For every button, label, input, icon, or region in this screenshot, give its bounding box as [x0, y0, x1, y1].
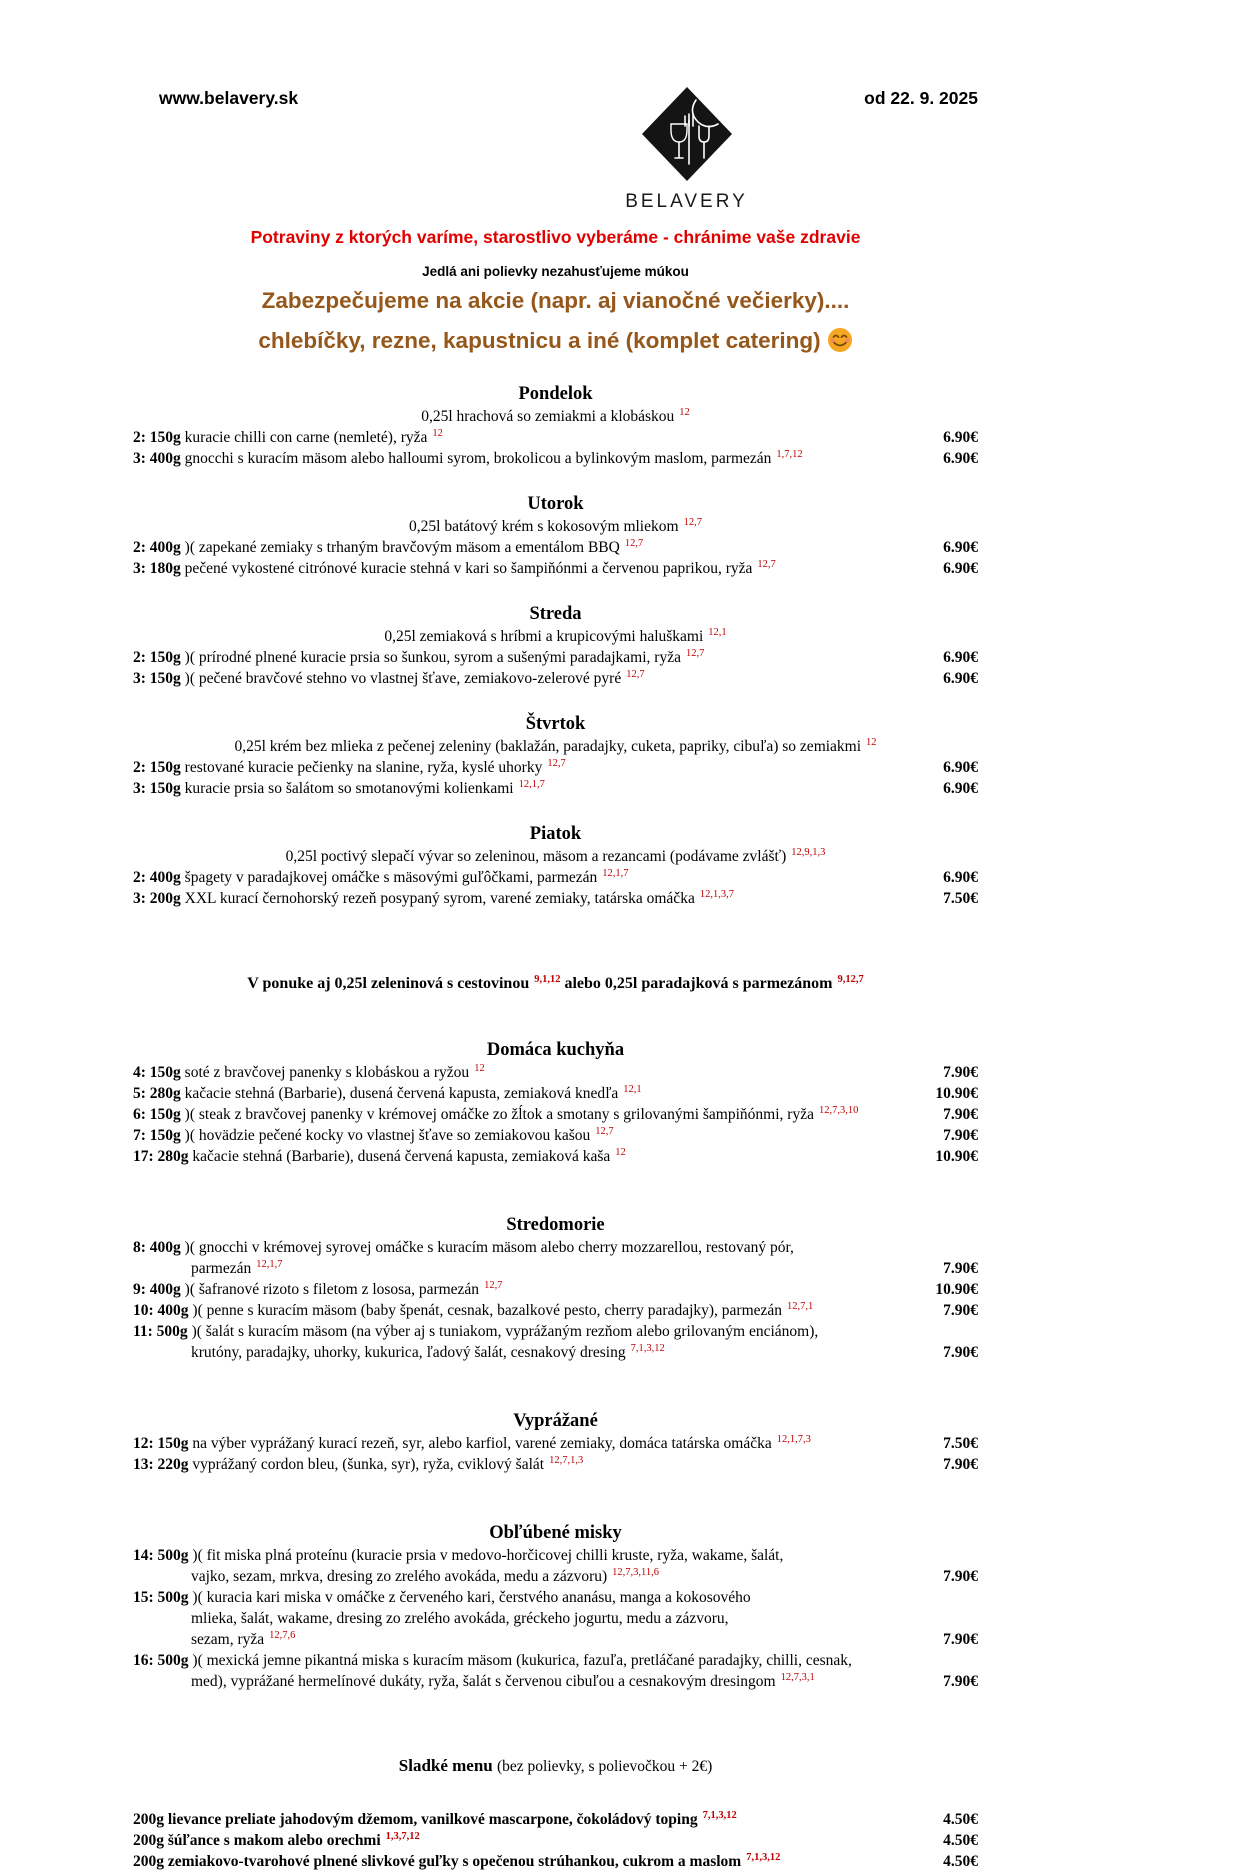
main-sections [133, 1038, 978, 1692]
menu-section-domaca-kuchyna [133, 1038, 978, 1167]
menu-item-line: 7: 150g )( hovädzie pečené kocky vo vlastnej šťave so zemiakovou kašou $^{12,7}$ [133, 1125, 614, 1144]
item-price: 7.90€ [943, 1302, 978, 1319]
item-price: 7.90€ [943, 1106, 978, 1123]
menu-section-oblubene-misky [133, 1521, 978, 1692]
allergen-codes: 9,12,7 [837, 973, 864, 985]
item-number-qty: 16: 500g [133, 1652, 193, 1669]
menu-section-streda [133, 602, 978, 689]
menu-item-text [133, 647, 904, 668]
extra-soups-note: V ponuke aj 0,25l zeleninová s cestovinou $^{9,1,12}$ alebo 0,25l paradajková s parmezánom $^{9,12,7}$ [247, 973, 864, 992]
item-number-qty: 5: 280g [133, 1085, 185, 1102]
section-title: Štvrtok [525, 714, 586, 734]
allergen-codes: 12,7,3,11,6 [612, 1566, 660, 1578]
menu-section-piatok [133, 822, 978, 909]
item-price: 7.50€ [943, 890, 978, 907]
menu-page [133, 0, 978, 1872]
allergen-codes: 12,1 [623, 1083, 642, 1095]
section-subtitle: (bez polievky, s polievočkou + 2€) [497, 1758, 713, 1775]
menu-item-line: 2: 400g )( zapekané zemiaky s trhaným bravčovým mäsom a ementálom BBQ $^{12,7}$ [133, 537, 644, 556]
item-price: 7.90€ [943, 1673, 978, 1690]
menu-section-vyprazane [133, 1409, 978, 1475]
allergen-codes: 12,7,3,10 [818, 1104, 859, 1116]
soup-line: 0,25l poctivý slepačí vývar so zeleninou, mäsom a rezancami (podávame zvlášť) $^{12,9,1,3}$ [285, 846, 826, 865]
allergen-codes: 12,7 [595, 1125, 614, 1137]
allergen-codes: 12 [866, 736, 877, 748]
item-number-qty: 2: 400g [133, 539, 185, 556]
item-number-qty: 9: 400g [133, 1281, 185, 1298]
item-number-qty: 200g [133, 1811, 168, 1828]
menu-item-text [133, 1830, 904, 1851]
item-price: 10.90€ [935, 1085, 978, 1102]
menu-item [133, 1125, 978, 1146]
item-number-qty: 8: 400g [133, 1239, 185, 1256]
allergen-codes: 12 [679, 406, 690, 418]
menu-item-line: vajko, sezam, mrkva, dresing zo zrelého avokáda, medu a zázvoru) $^{12,7,3,11,6}$ [191, 1566, 660, 1585]
item-price: 6.90€ [943, 649, 978, 666]
item-number-qty: 3: 150g [133, 670, 185, 687]
menu-item-text [133, 867, 904, 888]
menu-item-text [133, 668, 904, 689]
menu-item-line: 9: 400g )( šafranové rizoto s filetom z lososa, parmezán $^{12,7}$ [133, 1279, 503, 1298]
no-flour-note: Jedlá ani polievky nezahusťujeme múkou [422, 264, 689, 279]
menu-item-line: 3: 400g gnocchi s kuracím mäsom alebo halloumi syrom, brokolicou a bylinkovým maslom, parmezán $^{1,7,12}$ [133, 448, 803, 467]
item-number-qty: 17: 280g [133, 1148, 193, 1165]
allergen-codes: 12,7,1 [787, 1300, 814, 1312]
allergen-codes: 12,1,7 [256, 1258, 283, 1270]
menu-item [133, 1062, 978, 1083]
allergen-codes: 12,7 [547, 757, 566, 769]
menu-item-text [133, 537, 904, 558]
section-title: Obľúbené misky [489, 1523, 622, 1543]
item-number-qty: 3: 200g [133, 890, 185, 907]
menu-item-line: 2: 150g restované kuracie pečienky na slanine, ryža, kyslé uhorky $^{12,7}$ [133, 757, 566, 776]
menu-section-pondelok [133, 382, 978, 469]
menu-item-text [133, 1146, 904, 1167]
item-price: 10.90€ [935, 1281, 978, 1298]
menu-item-line: parmezán $^{12,1,7}$ [191, 1258, 283, 1277]
allergen-codes: 12,7,3,1 [780, 1671, 815, 1683]
item-price: 6.90€ [943, 780, 978, 797]
menu-item-line: mlieka, šalát, wakame, dresing zo zrelého avokáda, gréckeho jogurtu, medu a zázvoru, [191, 1610, 729, 1627]
soup-line: 0,25l krém bez mlieka z pečenej zeleniny (baklažán, paradajky, cuketa, papriky, cibuľa) so zemiakmi $^{12}$ [234, 736, 877, 755]
item-number-qty: 15: 500g [133, 1589, 193, 1606]
item-price: 6.90€ [943, 450, 978, 467]
menu-item-line: 17: 280g kačacie stehná (Barbarie), dusená červená kapusta, zemiaková kaša $^{12}$ [133, 1146, 626, 1165]
menu-item-text [133, 1545, 904, 1587]
menu-item-line: 15: 500g )( kuracia kari miska v omáčke z červeného kari, čerstvého ananásu, manga a kokosového [133, 1589, 751, 1606]
allergen-codes: 12,7,1,3 [549, 1454, 584, 1466]
menu-section-stvrtok [133, 712, 978, 799]
menu-item-line: 3: 200g XXL kurací černohorský rezeň posypaný syrom, varené zemiaky, tatárska omáčka $^{12,1,3,7}$ [133, 888, 734, 907]
item-number-qty: 2: 150g [133, 429, 185, 446]
allergen-codes: 9,1,12 [534, 973, 561, 985]
menu-item [133, 1146, 978, 1167]
item-price: 6.90€ [943, 429, 978, 446]
allergen-codes: 7,1,3,12 [702, 1809, 737, 1821]
allergen-codes: 12 [615, 1146, 626, 1158]
item-price: 7.90€ [943, 1127, 978, 1144]
menu-item [133, 1237, 978, 1279]
menu-item [133, 668, 978, 689]
item-number-qty: 10: 400g [133, 1302, 193, 1319]
item-price: 4.50€ [943, 1853, 978, 1870]
item-number-qty: 11: 500g [133, 1323, 192, 1340]
menu-item-text [133, 1125, 904, 1146]
allergen-codes: 12,1,7 [602, 867, 629, 879]
brand-name: BELAVERY [625, 191, 748, 212]
item-number-qty: 2: 150g [133, 649, 185, 666]
menu-item [133, 1104, 978, 1125]
menu-item-text [133, 1809, 904, 1830]
allergen-codes: 7,1,3,12 [746, 1851, 781, 1863]
menu-item [133, 867, 978, 888]
allergen-codes: 12,7 [624, 537, 644, 549]
menu-item [133, 537, 978, 558]
menu-item-line: 200g zemiakovo-tvarohové plnené slivkové guľky s opečenou strúhankou, cukrom a maslom $^{7,1,3,12}$ [133, 1851, 781, 1870]
menu-item-text [133, 888, 904, 909]
menu-item-text [133, 1062, 904, 1083]
soup-line: 0,25l hrachová so zemiakmi a klobáskou $^{12}$ [421, 406, 690, 425]
menu-item-line: 6: 150g )( steak z bravčovej panenky v krémovej omáčke zo žĺtok a smotany s grilovanými šampiňónmi, ryža $^{12,7,3,10}$ [133, 1104, 859, 1123]
menu-item-text [133, 1321, 904, 1363]
allergen-codes: 12,7,6 [269, 1629, 296, 1641]
allergen-codes: 12,1,7 [518, 778, 545, 790]
menu-section-utorok [133, 492, 978, 579]
item-number-qty: 3: 400g [133, 450, 185, 467]
week-sections [133, 382, 978, 909]
item-number-qty: 7: 150g [133, 1127, 185, 1144]
menu-item-text [133, 1300, 904, 1321]
menu-item-text [133, 757, 904, 778]
menu-item-line: 10: 400g )( penne s kuracím mäsom (baby špenát, cesnak, bazalkové pesto, cherry paradajky), parmezán $^{12,7,1}$ [133, 1300, 814, 1319]
menu-item [133, 558, 978, 579]
allergen-codes: 12 [432, 427, 443, 439]
section-title: Sladké menu (bez polievky, s polievočkou + 2€) [398, 1756, 713, 1775]
menu-item [133, 647, 978, 668]
item-price: 7.90€ [943, 1568, 978, 1585]
menu-item-text [133, 427, 904, 448]
item-number-qty: 14: 500g [133, 1547, 193, 1564]
menu-item-line: krutóny, paradajky, uhorky, kukurica, ľadový šalát, cesnakový dresing $^{7,1,3,12}$ [191, 1342, 665, 1361]
menu-item-line: 13: 220g vyprážaný cordon bleu, (šunka, syr), ryža, cviklový šalát $^{12,7,1,3}$ [133, 1454, 584, 1473]
menu-item [133, 1279, 978, 1300]
allergen-codes: 12,7 [484, 1279, 503, 1291]
soup-line: 0,25l batátový krém s kokosovým mliekom $^{12,7}$ [409, 516, 702, 535]
dessert-section [133, 1754, 978, 1872]
section-title: Piatok [529, 824, 582, 844]
menu-item-line: 200g lievance preliate jahodovým džemom, vanilkové mascarpone, čokoládový toping $^{7,1,3,12}$ [133, 1809, 737, 1828]
menu-item-text [133, 1433, 904, 1454]
section-title: Domáca kuchyňa [486, 1040, 625, 1060]
allergen-codes: 12,7 [757, 558, 776, 570]
soup-line: 0,25l zemiaková s hríbmi a krupicovými haluškami $^{12,1}$ [384, 626, 727, 645]
menu-item-text [133, 1454, 904, 1475]
menu-item-text [133, 1851, 904, 1872]
menu-item-text [133, 1279, 904, 1300]
section-title: Vyprážané [513, 1411, 598, 1431]
item-number-qty: 200g [133, 1853, 168, 1870]
health-tagline: Potraviny z ktorých varíme, starostlivo vyberáme - chránime vaše zdravie [250, 227, 861, 247]
menu-item-line: 200g šúľance s makom alebo orechmi $^{1,3,7,12}$ [133, 1830, 420, 1849]
page-header [133, 88, 978, 109]
menu-section-stredomorie [133, 1213, 978, 1363]
menu-item-line: 8: 400g )( gnocchi v krémovej syrovej omáčke s kuracím mäsom alebo cherry mozzarellou, restovaný pór, [133, 1239, 794, 1256]
section-title: Pondelok [518, 384, 593, 404]
menu-item-text [133, 448, 904, 469]
menu-item-text [133, 558, 904, 579]
menu-item [133, 1650, 978, 1692]
menu-item-line: 3: 180g pečené vykostené citrónové kuracie stehná v kari so šampiňónmi a červenou paprikou, ryža $^{12,7}$ [133, 558, 776, 577]
item-price: 7.90€ [943, 1064, 978, 1081]
item-price: 7.90€ [943, 1631, 978, 1648]
item-price: 6.90€ [943, 869, 978, 886]
section-title: Utorok [527, 494, 584, 514]
item-number-qty: 2: 150g [133, 759, 185, 776]
catering-promo-line2: chlebíčky, rezne, kapustnicu a iné (komplet catering) [133, 321, 978, 366]
item-price: 7.90€ [943, 1344, 978, 1361]
menu-item-line: 5: 280g kačacie stehná (Barbarie), dusená červená kapusta, zemiaková knedľa $^{12,1}$ [133, 1083, 642, 1102]
item-number-qty: 13: 220g [133, 1456, 193, 1473]
menu-item-line: 3: 150g kuracie prsia so šalátom so smotanovými kolienkami $^{12,1,7}$ [133, 778, 545, 797]
menu-item-line: med), vyprážané hermelínové dukáty, ryža, šalát s červenou cibuľou a cesnakovým dresingom $^{12,7,3,1}$ [191, 1671, 815, 1690]
catering-promo-line1: Zabezpečujeme na akcie (napr. aj vianočné večierky).... [261, 288, 850, 313]
menu-item-line: sezam, ryža $^{12,7,6}$ [191, 1629, 296, 1648]
menu-item-line: 2: 150g kuracie chilli con carne (nemleté), ryža $^{12}$ [133, 427, 443, 446]
menu-body [133, 382, 978, 1872]
menu-section-sladke-menu [133, 1754, 978, 1872]
allergen-codes: 12,1,7,3 [776, 1433, 811, 1445]
item-price: 6.90€ [943, 539, 978, 556]
item-number-qty: 2: 400g [133, 869, 185, 886]
menu-item [133, 1545, 978, 1587]
menu-item-line: 16: 500g )( mexická jemne pikantná miska s kuracím mäsom (kukurica, fazuľa, pretláčané paradajky, chilli, cesnak, [133, 1652, 852, 1669]
item-price: 6.90€ [943, 759, 978, 776]
menu-item [133, 1587, 978, 1650]
catering-promo [133, 281, 978, 366]
allergen-codes: 1,7,12 [776, 448, 803, 460]
allergen-codes: 1,3,7,12 [385, 1830, 420, 1842]
menu-item-text [133, 1650, 904, 1692]
item-price: 7.90€ [943, 1260, 978, 1277]
smiling-face-icon [827, 333, 853, 358]
menu-item [133, 427, 978, 448]
allergen-codes: 7,1,3,12 [630, 1342, 665, 1354]
menu-item-line: 11: 500g )( šalát s kuracím mäsom (na výber aj s tuniakom, vyprážaným rezňom alebo grilovaným enciánom), [133, 1323, 819, 1340]
allergen-codes: 12,1 [708, 626, 727, 638]
item-number-qty: 200g [133, 1832, 168, 1849]
menu-item-line: 14: 500g )( fit miska plná proteínu (kuracie prsia v medovo-horčicovej chilli kruste, ryža, wakame, šalát, [133, 1547, 784, 1564]
allergen-codes: 12,7 [683, 516, 702, 528]
item-price: 10.90€ [935, 1148, 978, 1165]
menu-item [133, 888, 978, 909]
menu-item [133, 1851, 978, 1872]
menu-item-text [133, 1083, 904, 1104]
allergen-codes: 12,9,1,3 [791, 846, 826, 858]
menu-item [133, 1083, 978, 1104]
section-title: Stredomorie [506, 1215, 605, 1235]
item-price: 7.90€ [943, 1456, 978, 1473]
menu-item [133, 1300, 978, 1321]
menu-item [133, 778, 978, 799]
menu-item [133, 1433, 978, 1454]
allergen-codes: 12,7 [626, 668, 645, 680]
item-price: 7.50€ [943, 1435, 978, 1452]
valid-from-date: od 22. 9. 2025 [864, 88, 978, 108]
item-number-qty: 3: 180g [133, 560, 185, 577]
allergen-codes: 12,7 [685, 647, 705, 659]
menu-item-line: 3: 150g )( pečené bravčové stehno vo vlastnej šťave, zemiakovo-zelerové pyré $^{12,7}$ [133, 668, 645, 687]
menu-item-line: 12: 150g na výber vyprážaný kurací rezeň, syr, alebo karfiol, varené zemiaky, domáca tatárska omáčka $^{12,1,7,3}$ [133, 1433, 811, 1452]
item-price: 6.90€ [943, 560, 978, 577]
menu-item-text [133, 1104, 904, 1125]
menu-item [133, 757, 978, 778]
menu-item-line: 2: 150g )( prírodné plnené kuracie prsia so šunkou, syrom a sušenými paradajkami, ryža $^{12,7}$ [133, 647, 705, 666]
menu-item [133, 448, 978, 469]
item-price: 4.50€ [943, 1811, 978, 1828]
menu-item-text [133, 1237, 904, 1279]
item-number-qty: 12: 150g [133, 1435, 193, 1452]
item-number-qty: 3: 150g [133, 780, 185, 797]
menu-item-line: 2: 400g špagety v paradajkovej omáčke s mäsovými guľôčkami, parmezán $^{12,1,7}$ [133, 867, 629, 886]
menu-item [133, 1321, 978, 1363]
menu-item [133, 1809, 978, 1830]
menu-item-line: 4: 150g soté z bravčovej panenky s klobáskou a ryžou $^{12}$ [133, 1062, 485, 1081]
website-url: www.belavery.sk [159, 88, 299, 108]
menu-item-text [133, 1587, 904, 1650]
menu-item-text [133, 778, 904, 799]
menu-item [133, 1830, 978, 1851]
menu-item [133, 1454, 978, 1475]
item-price: 6.90€ [943, 670, 978, 687]
item-number-qty: 6: 150g [133, 1106, 185, 1123]
section-title: Streda [529, 604, 582, 624]
item-price: 4.50€ [943, 1832, 978, 1849]
item-number-qty: 4: 150g [133, 1064, 185, 1081]
allergen-codes: 12,1,3,7 [699, 888, 734, 900]
allergen-codes: 12 [474, 1062, 485, 1074]
